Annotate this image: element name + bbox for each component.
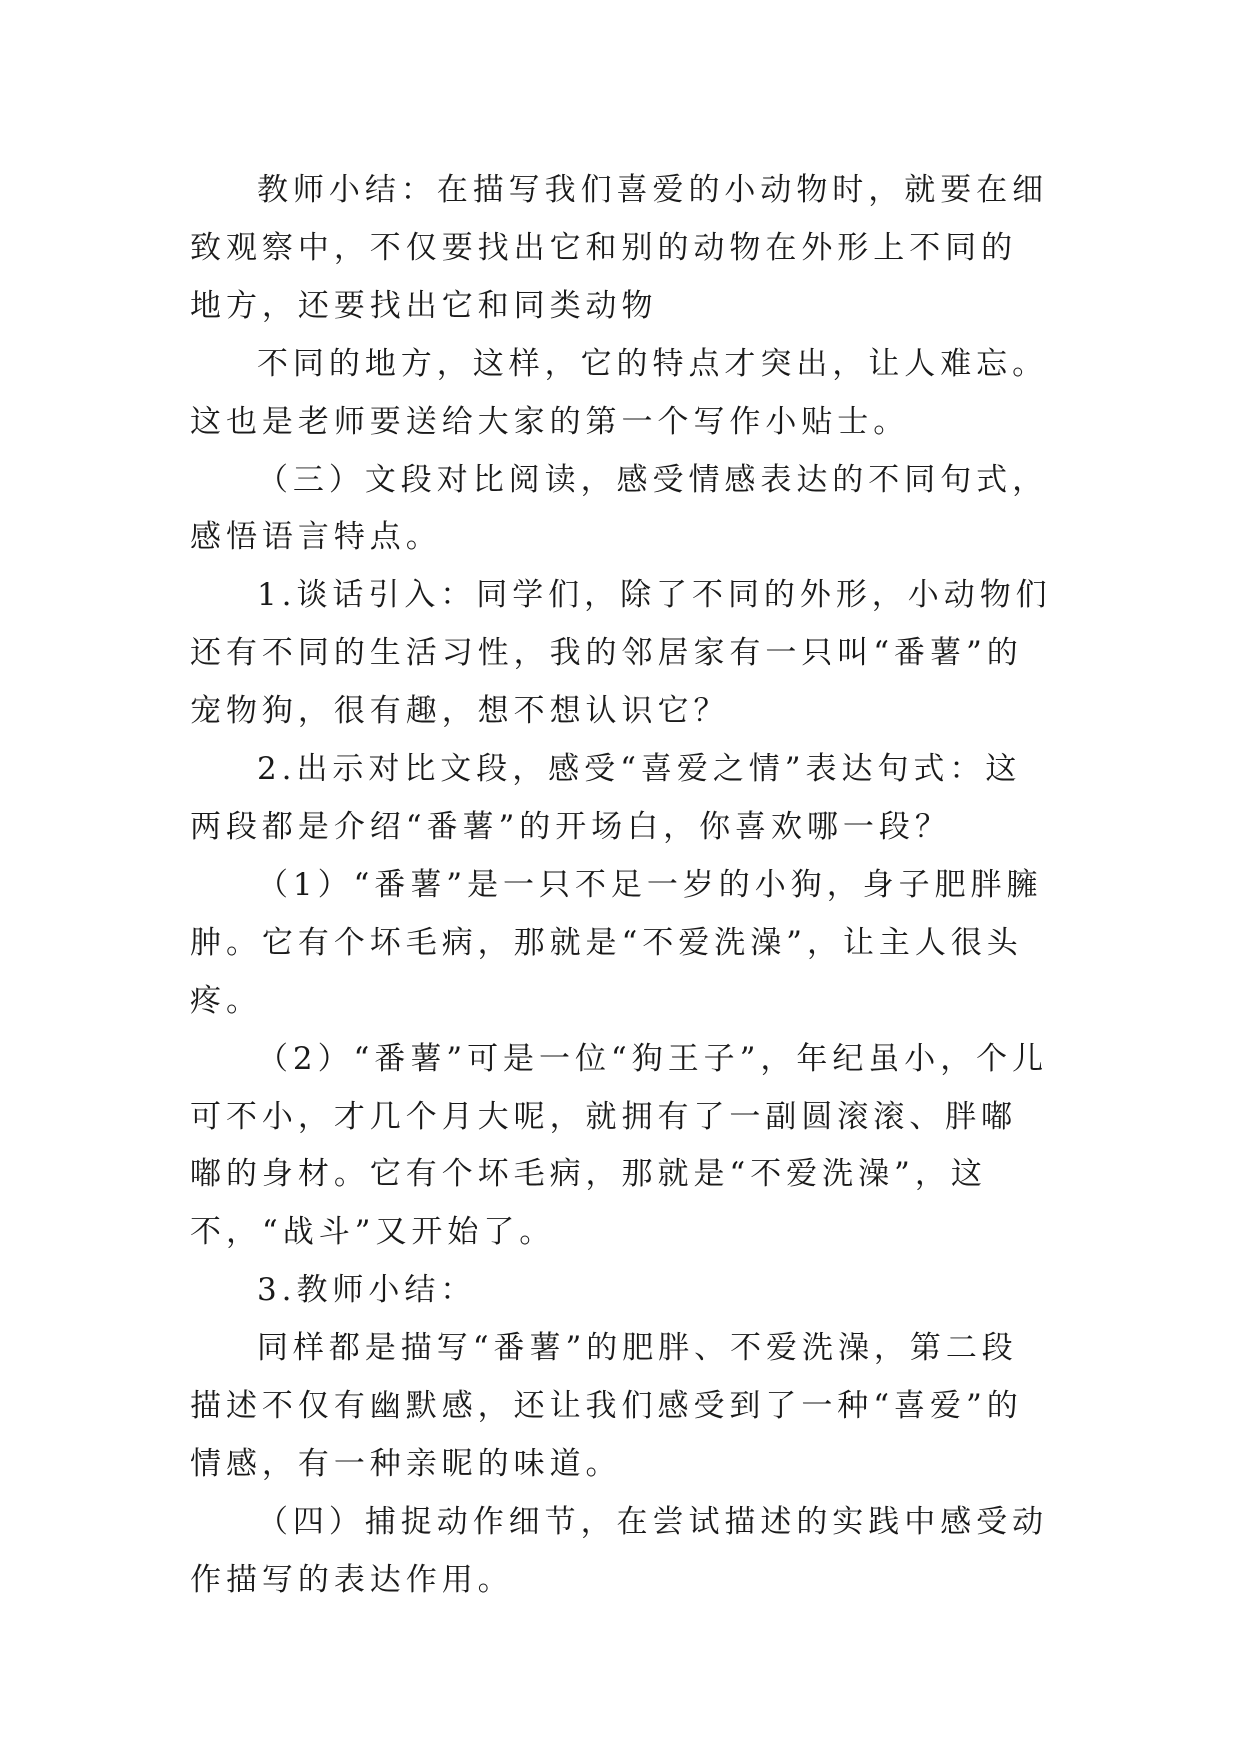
paragraph-section-four-heading: （四）捕捉动作细节，在尝试描述的实践中感受动作描写的表达作用。 [190, 1503, 1049, 1598]
paragraph-teacher-summary-2: 同样都是描写“番薯”的肥胖、不爱洗澡，第二段描述不仅有幽默感，还让我们感受到了一种“喜爱”的情感，有一种亲昵的味道。 [190, 1330, 1023, 1482]
paragraph-section-three-heading: （三）文段对比阅读，感受情感表达的不同句式，感悟语言特点。 [190, 461, 1049, 556]
paragraph-sample-1: （1）“番薯”是一只不足一岁的小狗，身子肥胖臃肿。它有个坏毛病，那就是“不爱洗澡”，让主人很头疼。 [190, 866, 1043, 1019]
paragraph-sample-2: （2）“番薯”可是一位“狗王子”，年纪虽小，个儿可不小，才几个月大呢，就拥有了一副圆滚滚、胖嘟嘟的身材。它有个坏毛病，那就是“不爱洗澡”，这不，“战斗”又开始了。 [190, 1040, 1049, 1251]
paragraph-step-3: 3.教师小结： [256, 1272, 477, 1309]
paragraph-step-1: 1.谈话引入：同学们，除了不同的外形，小动物们还有不同的生活习性，我的邻居家有一只叫“番薯”的宠物狗，很有趣，想不想认识它？ [190, 577, 1052, 730]
paragraph-teacher-summary-1-cont: 不同的地方，这样，它的特点才突出，让人难忘。这也是老师要送给大家的第一个写作小贴士。 [190, 345, 1049, 440]
paragraph-step-2: 2.出示对比文段，感受“喜爱之情”表达句式：这两段都是介绍“番薯”的开场白，你喜欢哪一段？ [190, 751, 1022, 845]
paragraph-teacher-summary-1: 教师小结：在描写我们喜爱的小动物时，就要在细致观察中，不仅要找出它和别的动物在外形上不同的地方，还要找出它和同类动物 [190, 172, 1049, 324]
document-body [190, 162, 1052, 1610]
